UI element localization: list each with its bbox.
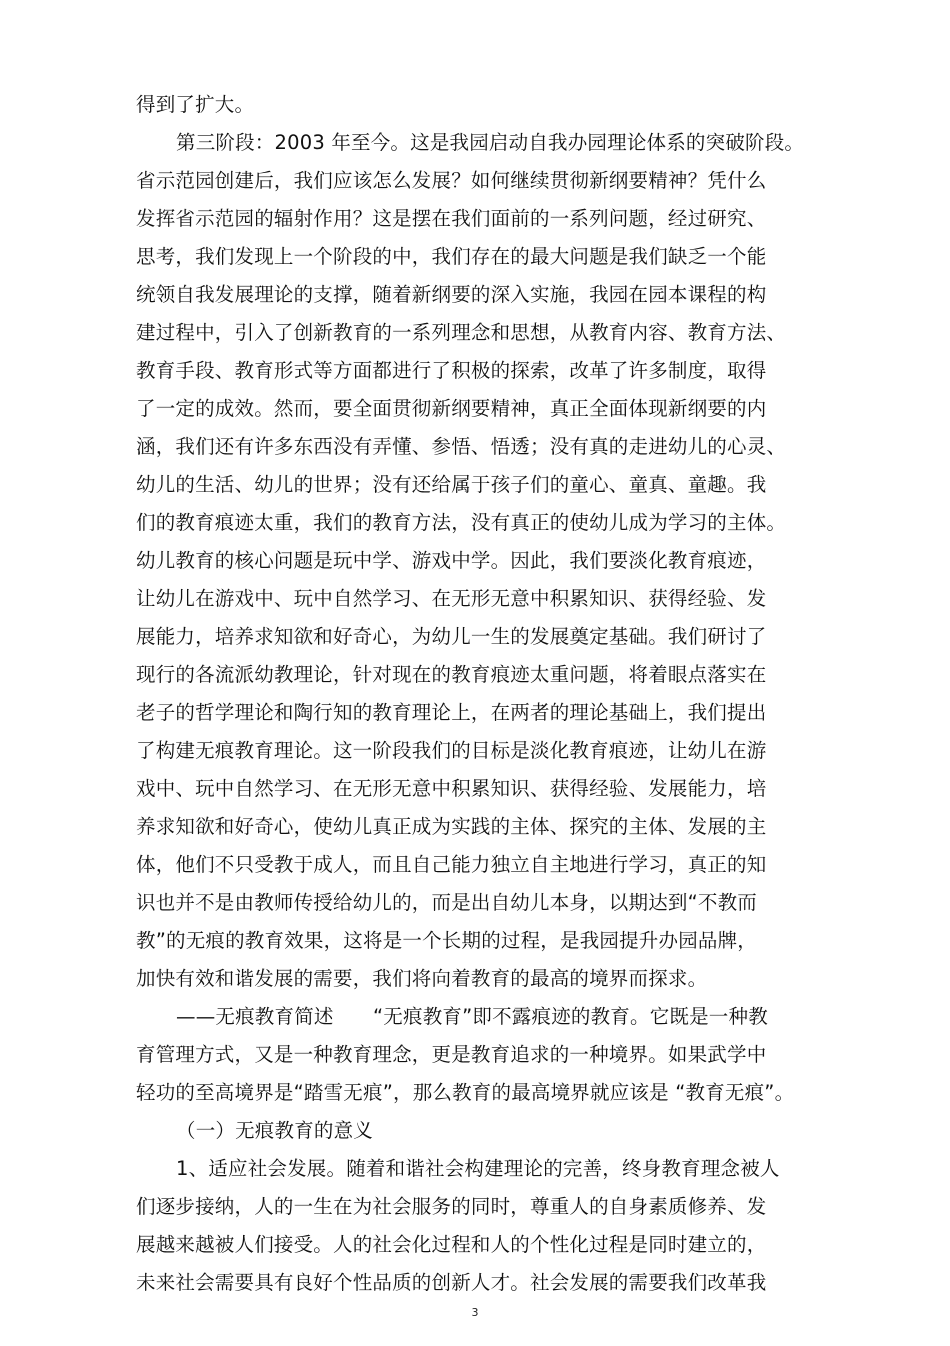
text-line: ——无痕教育简述 “无痕教育”即不露痕迹的教育。它既是一种教	[176, 1005, 768, 1028]
text-line: 思考，我们发现上一个阶段的中，我们存在的最大问题是我们缺乏一个能	[136, 245, 767, 268]
text-line: 戏中、玩中自然学习、在无形无意中积累知识、获得经验、发展能力，培	[136, 777, 767, 800]
text-line: 展越来越被人们接受。人的社会化过程和人的个性化过程是同时建立的，	[136, 1233, 767, 1256]
text-line: 展能力，培养求知欲和好奇心，为幼儿一生的发展奠定基础。我们研讨了	[136, 625, 767, 648]
text-line: 育管理方式，又是一种教育理念，更是教育追求的一种境界。如果武学中	[136, 1043, 767, 1066]
text-line: 老子的哲学理论和陶行知的教育理论上，在两者的理论基础上，我们提出	[136, 701, 767, 724]
text-line: 幼儿教育的核心问题是玩中学、游戏中学。因此，我们要淡化教育痕迹，	[136, 549, 767, 572]
text-line: 幼儿的生活、幼儿的世界；没有还给属于孩子们的童心、童真、童趣。我	[136, 473, 767, 496]
text-line: 识也并不是由教师传授给幼儿的，而是出自幼儿本身，以期达到“不教而	[136, 891, 758, 914]
text-line: 未来社会需要具有良好个性品质的创新人才。社会发展的需要我们改革我	[136, 1271, 767, 1294]
text-line: 加快有效和谐发展的需要，我们将向着教育的最高的境界而探求。	[136, 967, 708, 990]
text-line: 涵，我们还有许多东西没有弄懂、参悟、悟透；没有真的走进幼儿的心灵、	[136, 435, 787, 458]
page-number: 3	[471, 1306, 479, 1319]
section-heading: （一）无痕教育的意义	[176, 1119, 374, 1142]
text-line: 统领自我发展理论的支撑，随着新纲要的深入实施，我园在园本课程的构	[136, 283, 767, 306]
text-line: 体，他们不只受教于成人，而且自己能力独立自主地进行学习，真正的知	[136, 853, 767, 876]
text-line: 教”的无痕的教育效果，这将是一个长期的过程，是我园提升办园品牌，	[136, 929, 758, 952]
text-line: 第三阶段：2003 年至今。这是我园启动自我办园理论体系的突破阶段。	[176, 131, 805, 154]
text-line: 了构建无痕教育理论。这一阶段我们的目标是淡化教育痕迹，让幼儿在游	[136, 739, 767, 762]
text-line: 让幼儿在游戏中、玩中自然学习、在无形无意中积累知识、获得经验、发	[136, 587, 767, 610]
text-line: 现行的各流派幼教理论，针对现在的教育痕迹太重问题，将着眼点落实在	[136, 663, 767, 686]
text-line: 省示范园创建后，我们应该怎么发展？如何继续贯彻新纲要精神？凭什么	[136, 169, 767, 192]
text-line: 得到了扩大。	[136, 93, 255, 116]
text-line: 轻功的至高境界是“踏雪无痕”，那么教育的最高境界就应该是 “教育无痕”。	[136, 1081, 795, 1104]
text-line: 发挥省示范园的辐射作用？这是摆在我们面前的一系列问题，经过研究、	[136, 207, 767, 230]
text-line: 们的教育痕迹太重，我们的教育方法，没有真正的使幼儿成为学习的主体。	[136, 511, 787, 534]
text-line: 1、适应社会发展。随着和谐社会构建理论的完善，终身教育理念被人	[176, 1157, 780, 1180]
text-line: 养求知欲和好奇心，使幼儿真正成为实践的主体、探究的主体、发展的主	[136, 815, 767, 838]
text-line: 建过程中，引入了创新教育的一系列理念和思想，从教育内容、教育方法、	[136, 321, 787, 344]
text-line: 们逐步接纳，人的一生在为社会服务的同时，尊重人的自身素质修养、发	[136, 1195, 767, 1218]
text-line: 了一定的成效。然而，要全面贯彻新纲要精神，真正全面体现新纲要的内	[136, 397, 767, 420]
text-line: 教育手段、教育形式等方面都进行了积极的探索，改革了许多制度，取得	[136, 359, 767, 382]
